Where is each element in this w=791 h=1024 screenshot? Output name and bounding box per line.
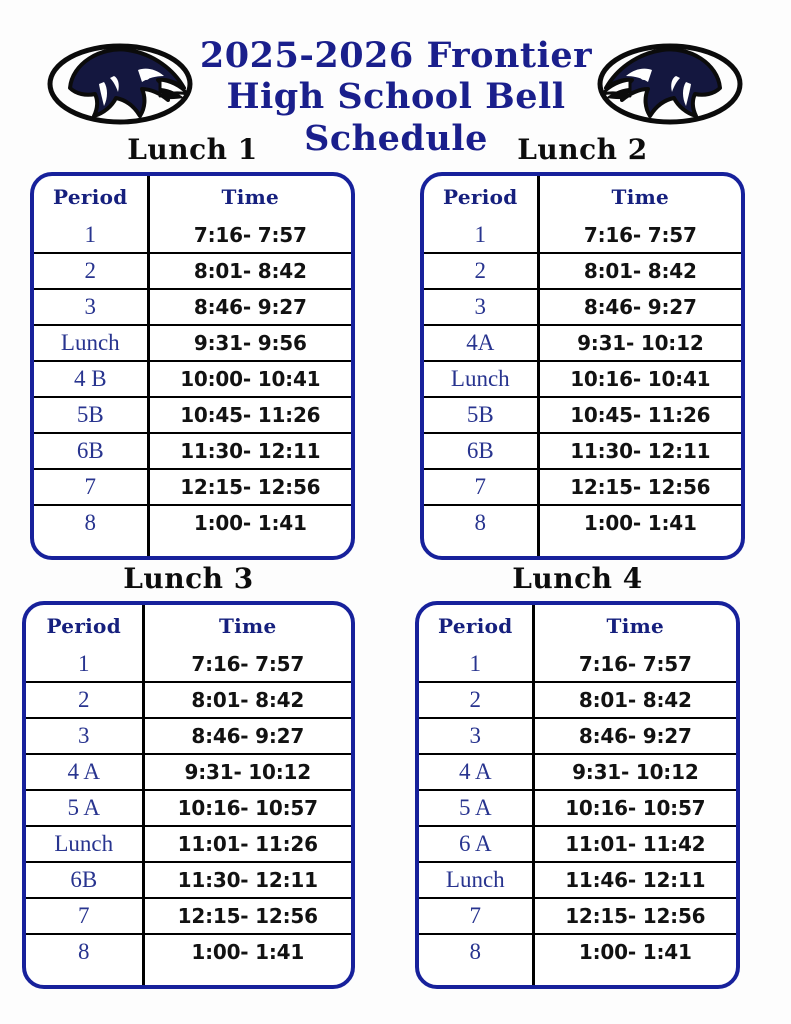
cell-time: 10:00- 10:41 <box>148 361 351 397</box>
table-row <box>424 218 741 253</box>
cell-period: 5B <box>424 397 538 433</box>
cell-period: 7 <box>424 469 538 505</box>
cell-period: 8 <box>26 934 143 969</box>
table-row <box>34 253 351 289</box>
cell-period: 2 <box>419 682 533 718</box>
cell-period: 1 <box>424 218 538 253</box>
cell-period: 2 <box>424 253 538 289</box>
cell-period: 4A <box>424 325 538 361</box>
cell-time: 10:45- 11:26 <box>148 397 351 433</box>
table-header-row <box>419 605 736 647</box>
cell-time: 7:16- 7:57 <box>143 647 351 682</box>
schedule-panel-lunch-2 <box>420 133 745 560</box>
cell-period: 3 <box>26 718 143 754</box>
cell-time: 10:16- 10:41 <box>538 361 741 397</box>
table-row <box>26 934 351 969</box>
schedule-rows-body <box>424 218 741 540</box>
column-divider-tail <box>532 967 535 985</box>
column-divider-tail <box>142 967 145 985</box>
schedule-panel-title: Lunch 2 <box>517 133 648 166</box>
title-line-1: 2025-2026 Frontier <box>199 35 593 76</box>
cell-time: 12:15- 12:56 <box>143 898 351 934</box>
cell-time: 1:00- 1:41 <box>193 511 307 535</box>
title-line-2: High School Bell <box>226 76 566 117</box>
table-row <box>419 718 736 754</box>
table-row <box>34 325 351 361</box>
bell-schedule-table <box>26 605 351 969</box>
bell-schedule-table <box>424 176 741 540</box>
table-row <box>26 790 351 826</box>
cell-period: 4 A <box>26 754 143 790</box>
table-row <box>419 682 736 718</box>
cell-period: 6B <box>34 433 148 469</box>
cell-period: 7 <box>34 469 148 505</box>
table-header-row <box>424 176 741 218</box>
cell-period: 7 <box>26 898 143 934</box>
cell-time: 9:31- 10:12 <box>533 754 736 790</box>
cell-period: 1 <box>26 647 143 682</box>
cell-period: 5B <box>34 397 148 433</box>
column-header-period: Period <box>424 176 538 218</box>
cell-time: 9:31- 10:12 <box>143 754 351 790</box>
cell-period: 5 A <box>26 790 143 826</box>
cell-period: 7 <box>419 898 533 934</box>
cell-time: 7:16- 7:57 <box>533 647 736 682</box>
cell-time: 11:01- 11:42 <box>533 826 736 862</box>
table-row <box>34 397 351 433</box>
cell-time: 10:45- 11:26 <box>538 397 741 433</box>
table-row <box>419 790 736 826</box>
cell-period: 6B <box>424 433 538 469</box>
cell-time: 11:01- 11:26 <box>143 826 351 862</box>
cell-period: 2 <box>34 253 148 289</box>
cell-time: 7:16- 7:57 <box>538 218 741 253</box>
table-row <box>26 682 351 718</box>
cell-time: 7:16- 7:57 <box>148 218 351 253</box>
cell-period: 1 <box>34 218 148 253</box>
cell-time: 11:30- 12:11 <box>538 433 741 469</box>
schedule-table-frame <box>420 172 745 560</box>
cell-time: 10:16- 10:57 <box>143 790 351 826</box>
cell-period: 8 <box>34 505 148 540</box>
cell-time: 9:31- 9:56 <box>148 325 351 361</box>
column-header-period: Period <box>419 605 533 647</box>
table-row <box>424 505 741 540</box>
schedule-panel-title: Lunch 3 <box>123 562 254 595</box>
cell-time: 10:16- 10:57 <box>533 790 736 826</box>
title-line-3: Schedule <box>304 118 488 159</box>
bell-schedule-table <box>419 605 736 969</box>
column-header-time: Time <box>611 185 670 209</box>
cell-time: 11:30- 12:11 <box>148 433 351 469</box>
column-divider-tail <box>147 538 150 556</box>
cell-time: 8:01- 8:42 <box>143 682 351 718</box>
table-row <box>26 898 351 934</box>
column-divider-tail <box>537 538 540 556</box>
cell-time: 8:01- 8:42 <box>148 253 351 289</box>
schedule-panel-title: Lunch 4 <box>512 562 643 595</box>
cell-time: 11:30- 12:11 <box>143 862 351 898</box>
cell-time: 8:46- 9:27 <box>143 718 351 754</box>
schedule-panel-title: Lunch 1 <box>127 133 258 166</box>
cell-time: 1:00- 1:41 <box>191 940 305 964</box>
cell-period: 2 <box>26 682 143 718</box>
cell-period: 1 <box>419 647 533 682</box>
table-row <box>424 325 741 361</box>
schedule-panel-lunch-4 <box>415 562 740 989</box>
cell-time: 11:46- 12:11 <box>533 862 736 898</box>
table-row <box>419 934 736 969</box>
schedule-panel-lunch-1 <box>30 133 355 560</box>
schedule-rows-body <box>26 647 351 969</box>
frontier-falcon-logo-icon <box>42 36 202 132</box>
table-row <box>424 469 741 505</box>
table-row <box>26 718 351 754</box>
table-row <box>26 826 351 862</box>
table-row <box>424 361 741 397</box>
schedule-table-frame <box>22 601 355 989</box>
table-header-row <box>26 605 351 647</box>
cell-time: 12:15- 12:56 <box>538 469 741 505</box>
cell-time: 8:46- 9:27 <box>533 718 736 754</box>
cell-time: 12:15- 12:56 <box>148 469 351 505</box>
cell-time: 8:01- 8:42 <box>533 682 736 718</box>
table-header-row <box>34 176 351 218</box>
cell-time: 8:46- 9:27 <box>538 289 741 325</box>
cell-period: 6 A <box>419 826 533 862</box>
cell-period: Lunch <box>34 325 148 361</box>
cell-time: 8:46- 9:27 <box>148 289 351 325</box>
table-row <box>424 433 741 469</box>
cell-period: 3 <box>34 289 148 325</box>
cell-period: Lunch <box>26 826 143 862</box>
schedule-table-frame <box>30 172 355 560</box>
frontier-falcon-logo-icon <box>588 36 748 132</box>
table-row <box>34 505 351 540</box>
table-row <box>419 862 736 898</box>
cell-period: 4 B <box>34 361 148 397</box>
column-header-time: Time <box>218 614 277 638</box>
column-header-time: Time <box>606 614 665 638</box>
table-row <box>26 862 351 898</box>
table-row <box>419 826 736 862</box>
table-row <box>419 647 736 682</box>
cell-period: 5 A <box>419 790 533 826</box>
table-row <box>419 898 736 934</box>
cell-time: 12:15- 12:56 <box>533 898 736 934</box>
schedule-rows-body <box>419 647 736 969</box>
schedule-rows-body <box>34 218 351 540</box>
schedule-panel-lunch-3 <box>22 562 355 989</box>
schedule-table-frame <box>415 601 740 989</box>
table-row <box>34 218 351 253</box>
table-row <box>424 253 741 289</box>
cell-time: 1:00- 1:41 <box>578 940 692 964</box>
cell-time: 8:01- 8:42 <box>538 253 741 289</box>
table-row <box>34 433 351 469</box>
cell-period: 3 <box>419 718 533 754</box>
cell-period: 3 <box>424 289 538 325</box>
table-row <box>26 647 351 682</box>
column-header-time: Time <box>221 185 280 209</box>
table-row <box>34 361 351 397</box>
cell-period: 6B <box>26 862 143 898</box>
cell-period: 4 A <box>419 754 533 790</box>
cell-period: Lunch <box>419 862 533 898</box>
column-header-period: Period <box>34 176 148 218</box>
bell-schedule-table <box>34 176 351 540</box>
table-row <box>34 469 351 505</box>
table-row <box>26 754 351 790</box>
table-row <box>424 397 741 433</box>
cell-time: 1:00- 1:41 <box>583 511 697 535</box>
cell-period: 8 <box>424 505 538 540</box>
table-row <box>419 754 736 790</box>
column-header-period: Period <box>26 605 143 647</box>
table-row <box>424 289 741 325</box>
table-row <box>34 289 351 325</box>
cell-time: 9:31- 10:12 <box>538 325 741 361</box>
cell-period: 8 <box>419 934 533 969</box>
cell-period: Lunch <box>424 361 538 397</box>
